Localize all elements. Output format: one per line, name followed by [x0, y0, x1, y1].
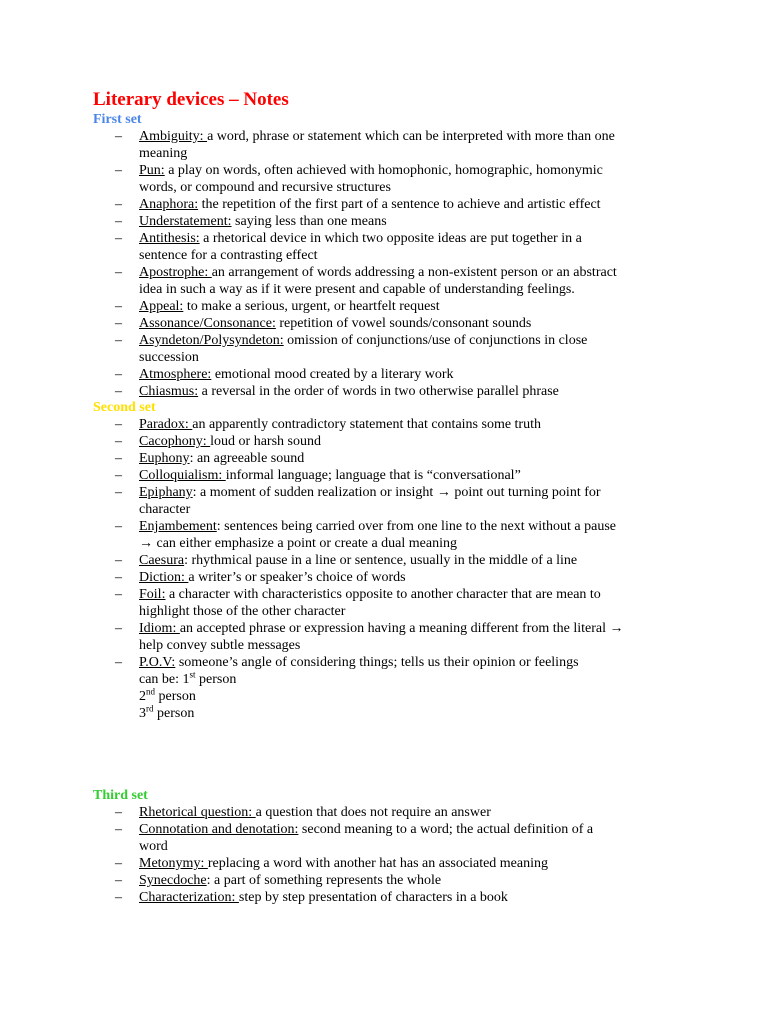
bullet-dash: –: [115, 655, 122, 670]
set-heading: Third set: [93, 788, 148, 803]
bullet-dash: –: [115, 367, 122, 382]
device-term: Epiphany: [139, 485, 193, 500]
bullet-dash: –: [115, 805, 122, 820]
device-definition-continued: idea in such a way as if it were present and capable of understanding feelings.: [139, 282, 575, 297]
list-item: [93, 230, 693, 264]
bullet-dash: –: [115, 519, 122, 534]
list-item: [93, 855, 693, 872]
list-item: [93, 128, 693, 162]
list-item: [93, 332, 693, 366]
device-definition: : a part of something represents the whole: [206, 873, 442, 888]
list-item: [93, 654, 693, 671]
list-item: [93, 804, 693, 821]
bullet-dash: –: [115, 553, 122, 568]
device-definition: : a moment of sudden realization or insight → point out turning point for: [192, 485, 601, 500]
bullet-dash: –: [115, 873, 122, 888]
list-item: [93, 889, 693, 906]
bullet-dash: –: [115, 822, 122, 837]
bullet-dash: –: [115, 621, 122, 636]
bullet-dash: –: [115, 451, 122, 466]
sets-container: [93, 112, 693, 906]
bullet-dash: –: [115, 485, 122, 500]
device-definition: a question that does not require an answer: [255, 805, 491, 820]
device-definition-continued: words, or compound and recursive structures: [139, 180, 391, 195]
device-term: Cacophony:: [139, 434, 211, 449]
device-definition: an arrangement of words addressing a non-existent person or an abstract: [211, 265, 617, 280]
list-item: [93, 196, 693, 213]
device-definition: informal language; language that is “conversational”: [225, 468, 521, 483]
device-term: Antithesis:: [139, 231, 200, 246]
device-definition: : an agreeable sound: [189, 451, 305, 466]
device-definition-continued: help convey subtle messages: [139, 638, 301, 653]
device-definition-continued: → can either emphasize a point or create a dual meaning: [139, 536, 457, 551]
device-definition: to make a serious, urgent, or heartfelt request: [183, 299, 440, 314]
list-item: [93, 264, 693, 298]
device-term: Ambiguity:: [139, 129, 208, 144]
device-definition: a play on words, often achieved with homophonic, homographic, homonymic: [164, 163, 603, 178]
bullet-dash: –: [115, 890, 122, 905]
device-term: Caesura: [139, 553, 185, 568]
pov-ordinal-suffix: st: [189, 669, 196, 680]
device-term: Apostrophe:: [139, 265, 212, 280]
device-definition: an apparently contradictory statement that contains some truth: [192, 417, 541, 432]
device-definition: : rhythmical pause in a line or sentence, usually in the middle of a line: [184, 553, 578, 568]
device-definition-continued: character: [139, 502, 191, 517]
device-definition: loud or harsh sound: [210, 434, 321, 449]
device-definition: saying less than one means: [231, 214, 387, 229]
device-term: Rhetorical question:: [139, 805, 256, 820]
device-definition: a character with characteristics opposite to another character that are mean to: [165, 587, 601, 602]
device-definition: replacing a word with another hat has an associated meaning: [207, 856, 548, 871]
pov-person-line: [93, 705, 693, 722]
pov-ordinal-suffix: nd: [146, 686, 155, 697]
device-definition: repetition of vowel sounds/consonant sounds: [275, 316, 532, 331]
device-list: [93, 416, 693, 671]
device-definition: an accepted phrase or expression having a meaning different from the literal →: [179, 621, 624, 636]
bullet-dash: –: [115, 570, 122, 585]
bullet-dash: –: [115, 434, 122, 449]
list-item: [93, 569, 693, 586]
pov-person-word: person: [155, 689, 196, 704]
device-definition-continued: highlight those of the other character: [139, 604, 346, 619]
device-term: Enjambement: [139, 519, 217, 534]
device-definition-continued: succession: [139, 350, 199, 365]
bullet-dash: –: [115, 316, 122, 331]
list-item: [93, 467, 693, 484]
device-term: Connotation and denotation:: [139, 822, 299, 837]
list-item: [93, 518, 693, 552]
device-list: [93, 128, 693, 400]
pov-number: can be: 1: [139, 672, 190, 687]
list-item: [93, 383, 693, 400]
bullet-dash: –: [115, 384, 122, 399]
pov-ordinal-suffix: rd: [146, 703, 154, 714]
bullet-dash: –: [115, 856, 122, 871]
pov-number: 3: [139, 706, 146, 721]
device-definition-continued: sentence for a contrasting effect: [139, 248, 318, 263]
device-definition: a writer’s or speaker’s choice of words: [188, 570, 406, 585]
device-definition: a word, phrase or statement which can be interpreted with more than one: [207, 129, 615, 144]
list-item: [93, 433, 693, 450]
bullet-dash: –: [115, 163, 122, 178]
device-term: Anaphora:: [139, 197, 199, 212]
pov-person-line: [93, 671, 693, 688]
device-term: Chiasmus:: [139, 384, 199, 399]
bullet-dash: –: [115, 468, 122, 483]
device-definition: second meaning to a word; the actual definition of a: [298, 822, 594, 837]
device-list: [93, 804, 693, 906]
list-item: [93, 298, 693, 315]
device-definition-continued: meaning: [139, 146, 188, 161]
pov-person-word: person: [195, 672, 237, 687]
list-item: [93, 620, 693, 654]
bullet-dash: –: [115, 299, 122, 314]
device-term: Idiom:: [139, 621, 180, 636]
device-term: Colloquialism:: [139, 468, 226, 483]
device-term: Atmosphere:: [139, 367, 212, 382]
device-term: Characterization:: [139, 890, 239, 905]
device-term: Diction:: [139, 570, 189, 585]
device-definition: a reversal in the order of words in two otherwise parallel phrase: [198, 384, 559, 399]
document-page: [93, 88, 693, 906]
set-heading: Second set: [93, 400, 156, 415]
bullet-dash: –: [115, 265, 122, 280]
list-item: [93, 586, 693, 620]
bullet-dash: –: [115, 197, 122, 212]
device-term: Asyndeton/Polysyndeton:: [139, 333, 284, 348]
device-term: P.O.V:: [139, 655, 176, 670]
bullet-dash: –: [115, 231, 122, 246]
device-definition-continued: word: [139, 839, 168, 854]
bullet-dash: –: [115, 587, 122, 602]
pov-person-line: [93, 688, 693, 705]
blank-space: [93, 722, 693, 788]
device-definition: omission of conjunctions/use of conjunctions in close: [283, 333, 588, 348]
device-term: Understatement:: [139, 214, 232, 229]
list-item: [93, 213, 693, 230]
device-definition: a rhetorical device in which two opposite ideas are put together in a: [199, 231, 582, 246]
device-definition: the repetition of the first part of a sentence to achieve and artistic effect: [198, 197, 601, 212]
bullet-dash: –: [115, 129, 122, 144]
device-term: Assonance/Consonance:: [139, 316, 276, 331]
list-item: [93, 484, 693, 518]
pov-person-word: person: [153, 706, 195, 721]
list-item: [93, 450, 693, 467]
device-definition: emotional mood created by a literary work: [211, 367, 454, 382]
device-definition: : sentences being carried over from one line to the next without a pause: [216, 519, 617, 534]
pov-number: 2: [139, 689, 146, 704]
device-definition: step by step presentation of characters in a book: [238, 890, 508, 905]
device-term: Foil:: [139, 587, 166, 602]
list-item: [93, 416, 693, 433]
device-term: Synecdoche: [139, 873, 207, 888]
list-item: [93, 821, 693, 855]
document-title: Literary devices – Notes: [93, 89, 289, 110]
device-term: Appeal:: [139, 299, 184, 314]
bullet-dash: –: [115, 417, 122, 432]
device-definition: someone’s angle of considering things; tells us their opinion or feelings: [175, 655, 579, 670]
device-term: Euphony: [139, 451, 190, 466]
device-term: Paradox:: [139, 417, 193, 432]
device-term: Pun:: [139, 163, 165, 178]
list-item: [93, 162, 693, 196]
device-term: Metonymy:: [139, 856, 208, 871]
list-item: [93, 552, 693, 569]
bullet-dash: –: [115, 214, 122, 229]
list-item: [93, 872, 693, 889]
set-heading: First set: [93, 112, 142, 127]
list-item: [93, 315, 693, 332]
list-item: [93, 366, 693, 383]
bullet-dash: –: [115, 333, 122, 348]
